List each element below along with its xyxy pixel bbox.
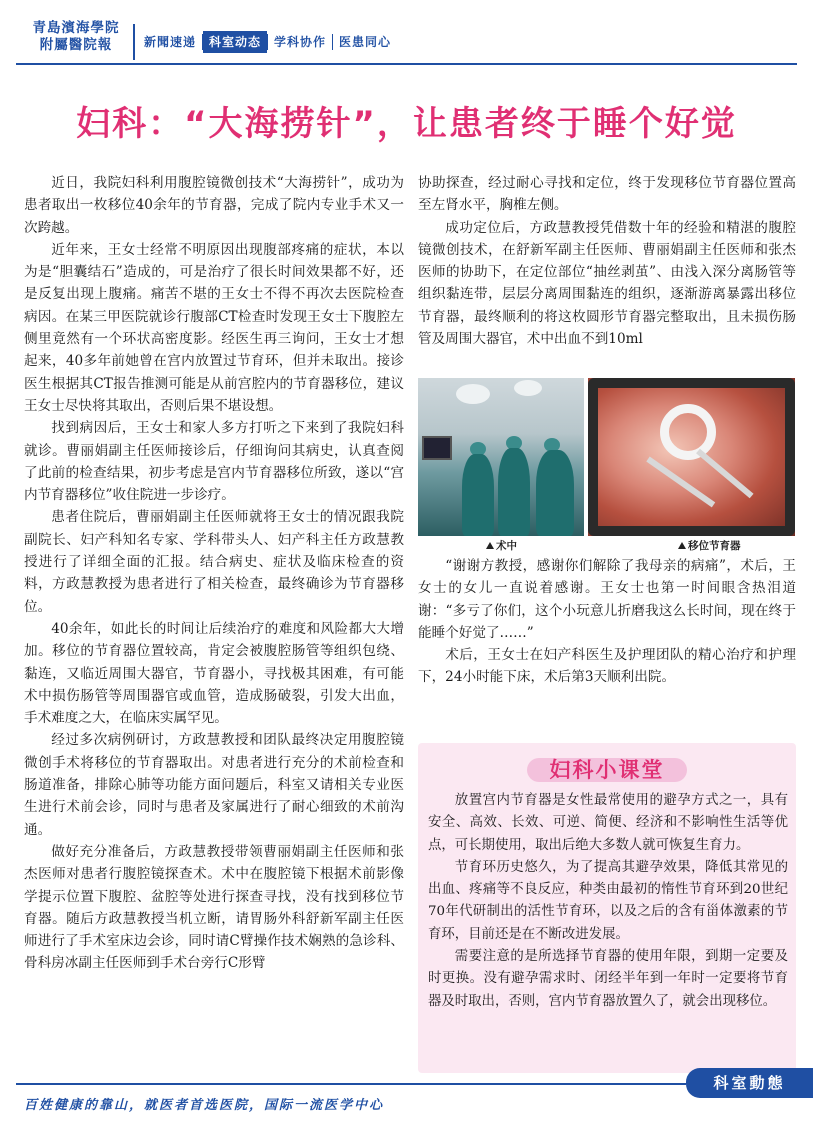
nav-news[interactable]: 新聞速递 [144, 35, 197, 49]
logo-line1: 青島濱海學院 [32, 20, 120, 36]
article-column-right-mid [418, 555, 796, 689]
paragraph: 近年来，王女士经常不明原因出现腹部疼痛的症状，本以为是“胆囊结石”造成的，可是治疗了很长时间效果都不好，还是反复出现上腹痛。痛苦不堪的王女士不得不再次去医院检查病因。在某三甲医院就诊行腹部CT检查时发现王女士下腹腔左侧里竟然有一个环状高密度影。经医生再三询问，王女士才想起来，40多年前她曾在宫内放置过节育环，但并未取出。接诊医生根据其CT报告推测可能是从前宫腔内的节育器移位，建议王女士尽快将其取出，否则后果不堪设想。 [24, 241, 404, 414]
paragraph: 术后，王女士在妇产科医生及护理团队的精心治疗和护理下，24小时能下床，术后第3天顺利出院。 [418, 647, 796, 686]
paragraph: 近日，我院妇科利用腹腔镜微创技术“大海捞针”，成功为患者取出一枚移位40余年的节育器，完成了院内专业手术又一次跨越。 [24, 175, 404, 236]
paragraph: 做好充分准备后，方政慧教授带领曹丽娟副主任医师和张杰医师对患者行腹腔镜探查术。术中在腹腔镜下根据术前影像学提示位置下腹腔、盆腔等处进行探查寻找，没有找到移位节育器。随后方政慧教授当机立断，请胃肠外科舒新军副主任医师进行了手术室床边会诊，同时请C臂操作技术娴熟的急诊科、骨科房冰副主任医师到手术台旁行C形臂 [24, 843, 404, 972]
paragraph: 节育环历史悠久，为了提高其避孕效果，降低其常见的出血、疼痛等不良反应，种类由最初的惰性节育环到20世纪70年代研制出的活性节育环，以及之后的含有甾体激素的节育环，目前还是在不断改进发展。 [428, 859, 788, 942]
surgery-photo[interactable] [418, 378, 584, 536]
surgical-lamp [514, 380, 542, 396]
section-nav [138, 30, 397, 54]
paragraph: 放置宫内节育器是女性最常使用的避孕方式之一，具有安全、高效、长效、可逆、简便、经济和不影响性生活等优点，可长期使用，取出后绝大多数人就可恢复生育力。 [428, 793, 788, 853]
monitor [422, 436, 452, 460]
tip-box-title: 妇科小课堂 [549, 758, 665, 782]
footer-rule [16, 1083, 686, 1085]
surgical-lamp [456, 384, 490, 404]
header-rule [16, 63, 797, 65]
triangle-icon [678, 542, 686, 549]
caption-text: 术中 [496, 540, 517, 552]
iud-endoscope-photo[interactable] [588, 378, 795, 536]
paragraph: 成功定位后，方政慧教授凭借数十年的经验和精湛的腹腔镜微创技术，在舒新军副主任医师、曹丽娟副主任医师和张杰医师的协助下，在定位部位“抽丝剥茧”、由浅入深分离肠管等组织黏连带，层层分离周围黏连的组织，逐渐游离暴露出移位节育器，最终顺利的将这枚圆形节育器完整取出，且未损伤肠管及周围大器官，术中出血不到10ml [418, 219, 796, 348]
tip-box-body [428, 790, 788, 1013]
caption-text: 移位节育器 [688, 540, 741, 552]
paragraph: 协助探查，经过耐心寻找和定位，终于发现移位节育器位置高至左肾水平，胸椎左侧。 [418, 175, 796, 214]
nav-department-news[interactable]: 科室动态 [203, 31, 267, 53]
paragraph: 需要注意的是所选择节育器的使用年限，到期一定要及时更换。没有避孕需求时、闭经半年到一年时一定要将节育器及时取出，否则，宫内节育器放置久了，就会出现移位。 [428, 949, 788, 1009]
logo-divider [133, 24, 135, 60]
nav-collaboration[interactable]: 学科协作 [274, 35, 327, 49]
paragraph: 患者住院后，曹丽娟副主任医师就将王女士的情况跟我院副院长、妇产科知名专家、学科带头人、妇产科主任方政慧教授进行了详细全面的汇报。结合病史、症状及临床检查的资料，方政慧教授为患者进行了相关检查，最终确诊为节育器移位。 [24, 509, 404, 615]
photo-caption [486, 538, 517, 553]
masthead [0, 0, 813, 70]
section-tag: 科室動態 [686, 1068, 813, 1098]
nav-doctor-patient[interactable]: 医患同心 [339, 35, 392, 49]
photo-caption [678, 538, 741, 553]
newspaper-logo[interactable] [20, 20, 132, 54]
screen-bezel [588, 378, 795, 536]
surgeon [462, 454, 494, 536]
paragraph: 40余年，如此长的时间让后续治疗的难度和风险都大大增加。移位的节育器位置较高，肯定会被腹腔肠管等组织包绕、黏连，又临近周围大器官，节育器小，寻找极其困难，有可能术中损伤肠管等周围器官或血管，造成肠破裂，引发大出血，手术难度之大，在临床实属罕见。 [24, 620, 404, 727]
triangle-icon [486, 542, 494, 549]
surgeon [498, 448, 530, 536]
article-title: 妇科：“大海捞针”，让患者终于睡个好觉 [76, 104, 737, 144]
paragraph: 经过多次病例研讨，方政慧教授和团队最终决定用腹腔镜微创手术将移位的节育器取出。对患者进行充分的术前检查和肠道准备，排除心肺等功能方面问题后，科室又请相关专业医生进行术前会诊，同时与患者及家属进行了耐心细致的术前沟通。 [24, 732, 404, 838]
logo-line2: 附屬醫院報 [39, 37, 113, 53]
paragraph: “谢谢方教授，感谢你们解除了我母亲的病痛”，术后，王女士的女儿一直说着感谢。王女士也第一时间眼含热泪道谢：“多亏了你们，这个小玩意儿折磨我这么长时间，现在终于能睡个好觉了……” [418, 558, 796, 641]
surgeon [536, 450, 574, 536]
paragraph: 找到病因后，王女士和家人多方打听之下来到了我院妇科就诊。曹丽娟副主任医师接诊后，仔细询问其病史，认真查阅了此前的检查结果，初步考虑是宫内节育器移位所致，遂以“宫内节育器移位”收住院进一步诊疗。 [24, 420, 404, 504]
article-column-right-top [418, 172, 796, 350]
footer-slogan: 百姓健康的靠山，就医者首选医院，国际一流医学中心 [24, 1098, 385, 1113]
article-column-left [24, 172, 404, 975]
